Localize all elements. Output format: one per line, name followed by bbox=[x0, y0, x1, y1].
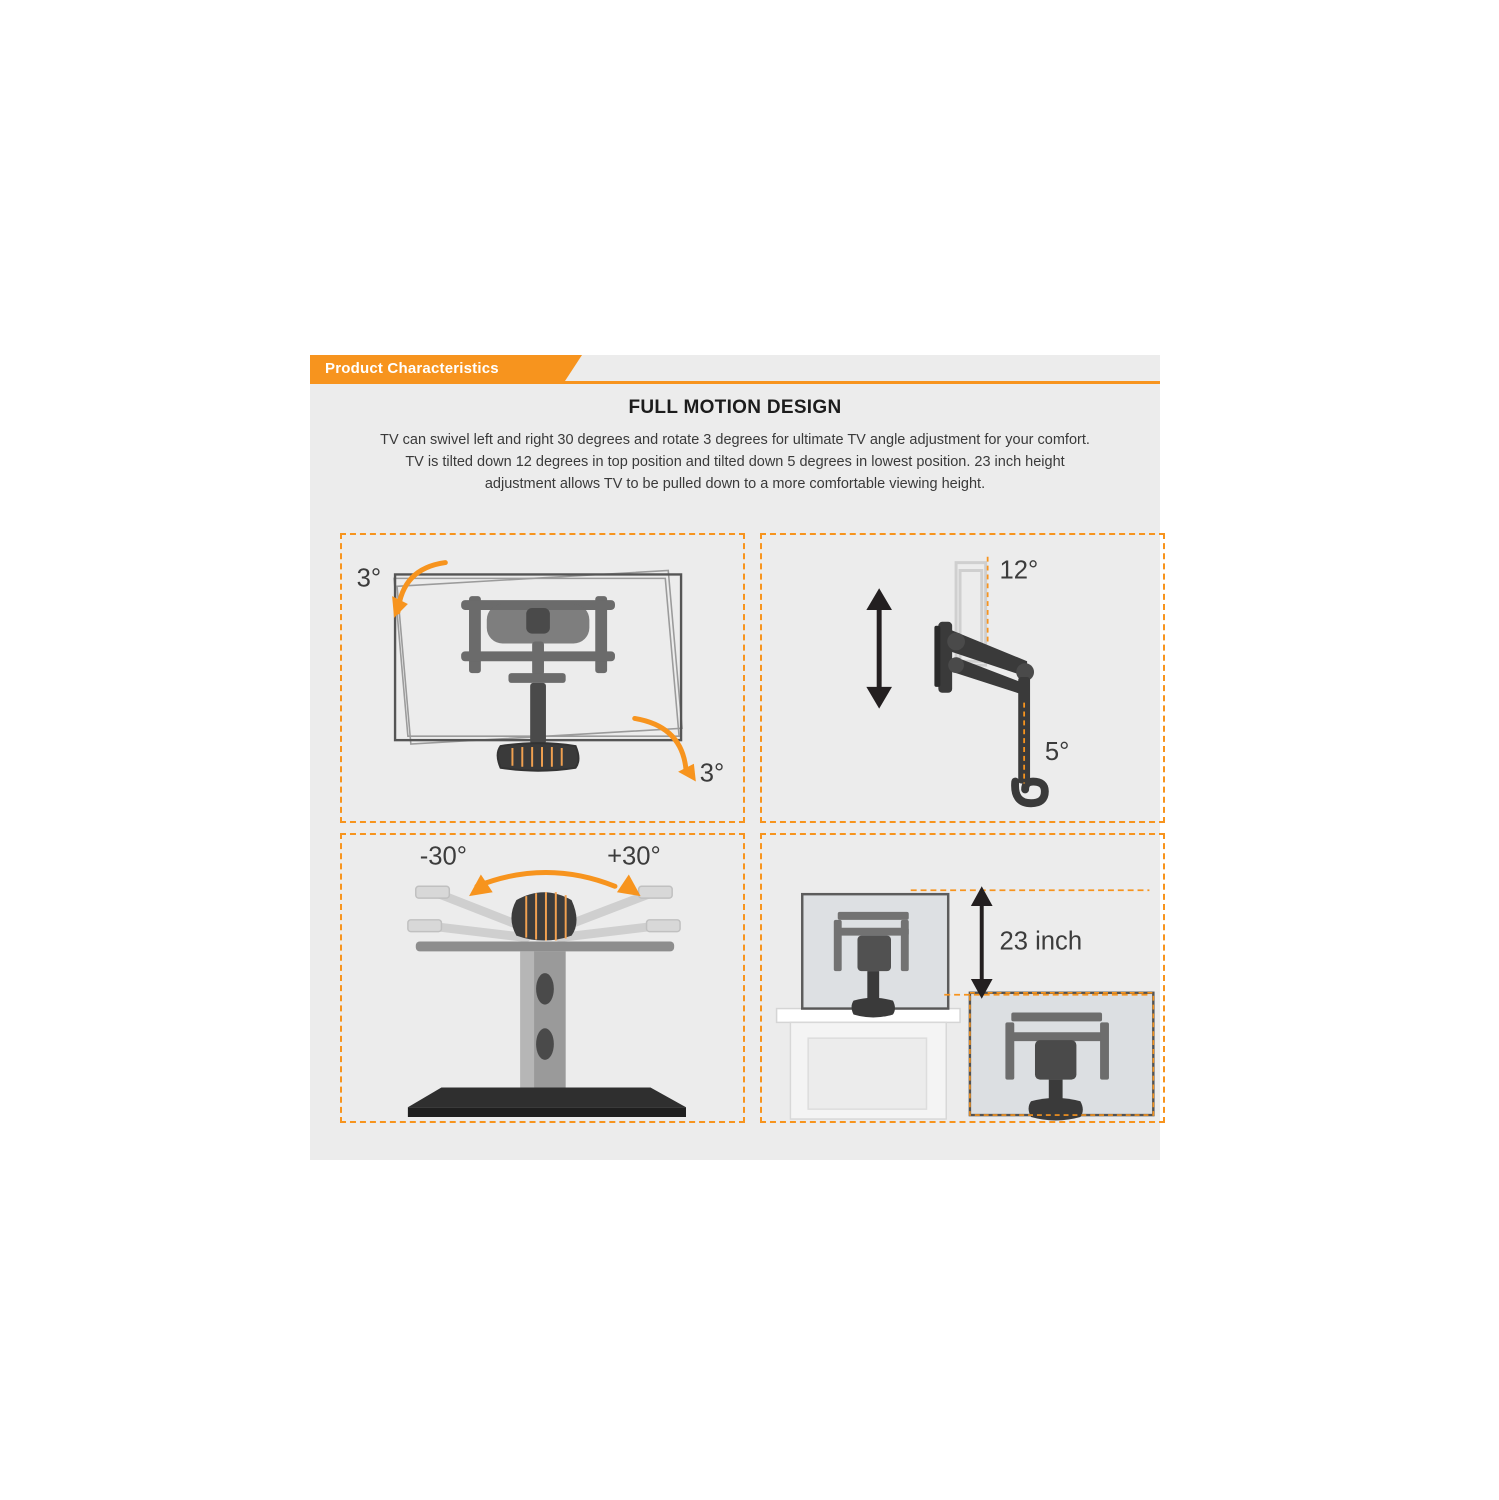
tilt-top-label: 12° bbox=[999, 556, 1039, 585]
height-adjustment-diagram-cell bbox=[760, 833, 1165, 1123]
section-ribbon bbox=[310, 355, 565, 381]
ribbon-underline bbox=[310, 381, 1160, 384]
section-ribbon-label: Product Characteristics bbox=[325, 359, 499, 377]
page-title: FULL MOTION DESIGN bbox=[628, 397, 842, 418]
tilt-diagram-cell bbox=[760, 533, 1165, 823]
swivel-right-label: +30° bbox=[607, 842, 661, 871]
ribbon-tail-icon bbox=[565, 355, 582, 381]
swivel-left-label: -30° bbox=[419, 842, 468, 871]
swivel-diagram-cell bbox=[340, 833, 745, 1123]
page-description: TV can swivel left and right 30 degrees and rotate 3 degrees for ultimate TV angle adjustment for your comfort. TV is tilted down 12 degrees in top position and tilted down 5 degrees in lowest position. 23 inch height adjustment allows TV to be pulled down to a more comfortable viewing height. bbox=[380, 432, 1090, 492]
tilt-bottom-label: 5° bbox=[1044, 737, 1070, 766]
rotation-diagram-cell bbox=[340, 533, 745, 823]
product-characteristics-panel bbox=[310, 355, 1160, 1160]
height-label: 23 inch bbox=[999, 927, 1083, 956]
rotation-upper-label: 3° bbox=[356, 564, 382, 593]
rotation-lower-label: 3° bbox=[699, 759, 725, 788]
